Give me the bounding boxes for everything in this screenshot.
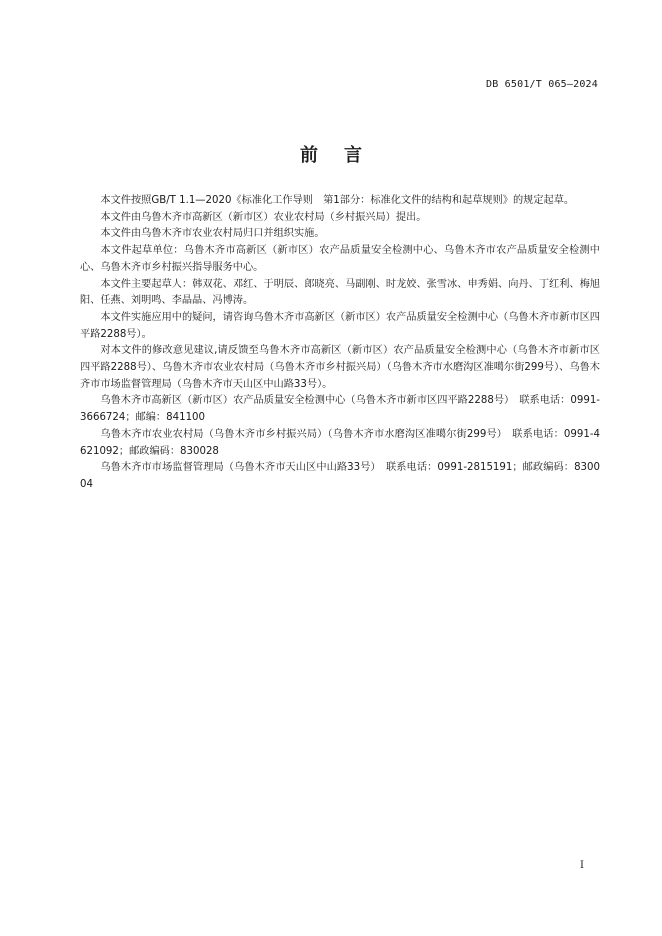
paragraph-contact-testing-center: 乌鲁木齐市高新区（新市区）农产品质量安全检测中心（乌鲁木齐市新市区四平路2288号） 联系电话：0991-3666724；邮编：841100 — [80, 395, 600, 424]
paragraph-administrator: 本文件由乌鲁木齐市农业农村局归口并组织实施。 — [100, 228, 325, 240]
paragraph-inquiries: 本文件实施应用中的疑问，请咨询乌鲁木齐市高新区（新市区）农产品质量安全检测中心（乌鲁木齐市新市区四平路2288号）。 — [80, 311, 600, 340]
paragraph-feedback: 对本文件的修改意见建议,请反馈至乌鲁木齐市高新区（新市区）农产品质量安全检测中心（乌鲁木齐市新市区四平路2288号）、乌鲁木齐市农业农村局（乌鲁木齐市乡村振兴局）（乌鲁木齐市水磨沟区准噶尔街299号）、乌鲁木齐市市场监督管理局（乌鲁木齐市天山区中山路33号）。 — [80, 345, 600, 390]
paragraph-drafters: 本文件主要起草人：韩双花、邓红、于明辰、郎晓亮、马副刚、时龙姣、张雪冰、申秀娟、向丹、丁红利、梅旭阳、任燕、刘明鸣、李晶晶、冯博涛。 — [80, 278, 600, 307]
paragraph-drafting-units: 本文件起草单位：乌鲁木齐市高新区（新市区）农产品质量安全检测中心、乌鲁木齐市农产品质量安全检测中心、乌鲁木齐市乡村振兴指导服务中心。 — [80, 245, 600, 273]
document-code: DB 6501/T 065—2024 — [486, 79, 598, 90]
page-number: I — [580, 860, 584, 871]
paragraph-drafting-rules: 本文件按照GB/T 1.1—2020《标准化工作导则 第1部分：标准化文件的结构和起草规则》的规定起草。 — [100, 195, 575, 206]
page-title: 前言 — [300, 145, 388, 166]
paragraph-proposer: 本文件由乌鲁木齐市高新区（新市区）农业农村局（乡村振兴局）提出。 — [100, 211, 427, 223]
paragraph-contact-agriculture-bureau: 乌鲁木齐市农业农村局（乌鲁木齐市乡村振兴局）（乌鲁木齐市水磨沟区准噶尔街299号） 联系电话：0991-4621092；邮政编码：830028 — [80, 428, 600, 457]
paragraph-contact-market-supervision: 乌鲁木齐市市场监督管理局（乌鲁木齐市天山区中山路33号） 联系电话：0991-2815191；邮政编码：830004 — [80, 462, 600, 490]
foreword-body — [80, 193, 600, 494]
